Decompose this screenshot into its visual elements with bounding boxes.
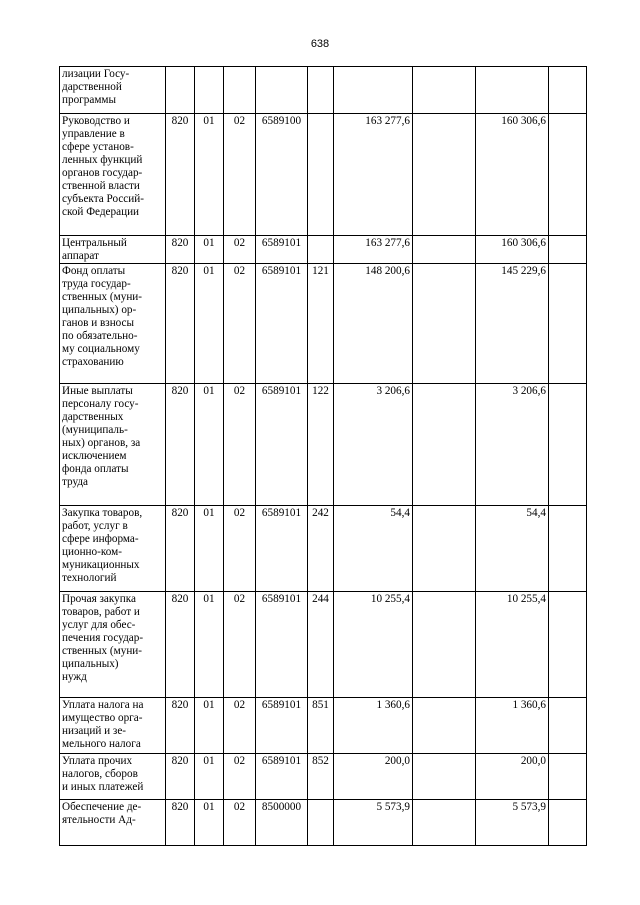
amount-cell: 160 306,6 — [476, 114, 549, 236]
subsection-code-cell: 02 — [224, 592, 256, 698]
item-name-cell: Обеспечение де- ятельности Ад- — [60, 800, 166, 846]
expense-type-cell: 242 — [308, 506, 334, 592]
subsection-code-cell — [224, 67, 256, 114]
amount-cell — [413, 698, 476, 754]
table-row — [60, 236, 587, 264]
section-code-cell: 01 — [195, 384, 224, 506]
subsection-code-cell: 02 — [224, 384, 256, 506]
amount-cell — [549, 384, 587, 506]
table-row — [60, 698, 587, 754]
amount-cell: 54,4 — [334, 506, 413, 592]
amount-cell — [549, 698, 587, 754]
amount-cell: 148 200,6 — [334, 264, 413, 384]
target-article-cell: 6589101 — [256, 264, 308, 384]
amount-cell — [413, 67, 476, 114]
item-name-cell: Фонд оплаты труда государ- ственных (муни- ципальных) ор- ганов и взносы по обязательно- му социальному страхованию — [60, 264, 166, 384]
subsection-code-cell: 02 — [224, 114, 256, 236]
subsection-code-cell: 02 — [224, 236, 256, 264]
target-article-cell: 6589101 — [256, 698, 308, 754]
amount-cell: 5 573,9 — [334, 800, 413, 846]
subsection-code-cell: 02 — [224, 698, 256, 754]
expense-type-cell: 244 — [308, 592, 334, 698]
section-code-cell — [195, 67, 224, 114]
section-code-cell: 01 — [195, 506, 224, 592]
amount-cell: 3 206,6 — [334, 384, 413, 506]
amount-cell: 160 306,6 — [476, 236, 549, 264]
amount-cell: 3 206,6 — [476, 384, 549, 506]
section-code-cell: 01 — [195, 754, 224, 800]
item-name-cell: Уплата налога на имущество орга- низаций и зе- мельного налога — [60, 698, 166, 754]
amount-cell — [549, 264, 587, 384]
budget-table — [59, 66, 587, 846]
amount-cell: 10 255,4 — [476, 592, 549, 698]
ministry-code-cell: 820 — [166, 114, 195, 236]
section-code-cell: 01 — [195, 800, 224, 846]
ministry-code-cell: 820 — [166, 506, 195, 592]
amount-cell — [413, 754, 476, 800]
target-article-cell — [256, 67, 308, 114]
section-code-cell: 01 — [195, 698, 224, 754]
expense-type-cell — [308, 236, 334, 264]
amount-cell — [413, 236, 476, 264]
amount-cell: 163 277,6 — [334, 114, 413, 236]
item-name-cell: лизации Госу- дарственной программы — [60, 67, 166, 114]
amount-cell — [476, 67, 549, 114]
target-article-cell: 6589100 — [256, 114, 308, 236]
table-row — [60, 114, 587, 236]
amount-cell: 163 277,6 — [334, 236, 413, 264]
section-code-cell: 01 — [195, 592, 224, 698]
amount-cell — [549, 236, 587, 264]
expense-type-cell — [308, 114, 334, 236]
target-article-cell: 6589101 — [256, 384, 308, 506]
section-code-cell: 01 — [195, 236, 224, 264]
amount-cell — [549, 506, 587, 592]
amount-cell — [413, 384, 476, 506]
amount-cell — [334, 67, 413, 114]
amount-cell — [549, 114, 587, 236]
target-article-cell: 6589101 — [256, 592, 308, 698]
table-row — [60, 384, 587, 506]
ministry-code-cell: 820 — [166, 384, 195, 506]
item-name-cell: Закупка товаров, работ, услуг в сфере информа- ционно-ком- муникационных технологий — [60, 506, 166, 592]
expense-type-cell: 852 — [308, 754, 334, 800]
amount-cell: 1 360,6 — [334, 698, 413, 754]
section-code-cell: 01 — [195, 264, 224, 384]
amount-cell — [413, 592, 476, 698]
amount-cell: 10 255,4 — [334, 592, 413, 698]
subsection-code-cell: 02 — [224, 506, 256, 592]
amount-cell — [413, 264, 476, 384]
expense-type-cell — [308, 67, 334, 114]
amount-cell — [549, 754, 587, 800]
amount-cell — [413, 114, 476, 236]
expense-type-cell: 122 — [308, 384, 334, 506]
amount-cell — [413, 800, 476, 846]
subsection-code-cell: 02 — [224, 754, 256, 800]
table-row — [60, 592, 587, 698]
amount-cell — [413, 506, 476, 592]
ministry-code-cell: 820 — [166, 754, 195, 800]
amount-cell: 1 360,6 — [476, 698, 549, 754]
amount-cell: 54,4 — [476, 506, 549, 592]
target-article-cell: 8500000 — [256, 800, 308, 846]
expense-type-cell: 121 — [308, 264, 334, 384]
item-name-cell: Прочая закупка товаров, работ и услуг для обес- печения государ- ственных (муни- ципальных) нужд — [60, 592, 166, 698]
section-code-cell: 01 — [195, 114, 224, 236]
item-name-cell: Руководство и управление в сфере установ- ленных функций органов государ- ственной власти субъекта Россий- ской Федерации — [60, 114, 166, 236]
ministry-code-cell: 820 — [166, 800, 195, 846]
target-article-cell: 6589101 — [256, 754, 308, 800]
subsection-code-cell: 02 — [224, 264, 256, 384]
ministry-code-cell: 820 — [166, 264, 195, 384]
table-row — [60, 264, 587, 384]
ministry-code-cell — [166, 67, 195, 114]
amount-cell — [549, 592, 587, 698]
amount-cell — [549, 800, 587, 846]
item-name-cell: Центральный аппарат — [60, 236, 166, 264]
page-number: 638 — [310, 38, 330, 50]
amount-cell: 200,0 — [476, 754, 549, 800]
table-row — [60, 506, 587, 592]
target-article-cell: 6589101 — [256, 236, 308, 264]
ministry-code-cell: 820 — [166, 698, 195, 754]
expense-type-cell — [308, 800, 334, 846]
item-name-cell: Уплата прочих налогов, сборов и иных платежей — [60, 754, 166, 800]
ministry-code-cell: 820 — [166, 592, 195, 698]
table-row — [60, 67, 587, 114]
table-row — [60, 754, 587, 800]
amount-cell: 5 573,9 — [476, 800, 549, 846]
target-article-cell: 6589101 — [256, 506, 308, 592]
amount-cell: 200,0 — [334, 754, 413, 800]
subsection-code-cell: 02 — [224, 800, 256, 846]
amount-cell — [549, 67, 587, 114]
amount-cell: 145 229,6 — [476, 264, 549, 384]
ministry-code-cell: 820 — [166, 236, 195, 264]
table-row — [60, 800, 587, 846]
item-name-cell: Иные выплаты персоналу госу- дарственных (муниципаль- ных) органов, за исключением фонда оплаты труда — [60, 384, 166, 506]
expense-type-cell: 851 — [308, 698, 334, 754]
